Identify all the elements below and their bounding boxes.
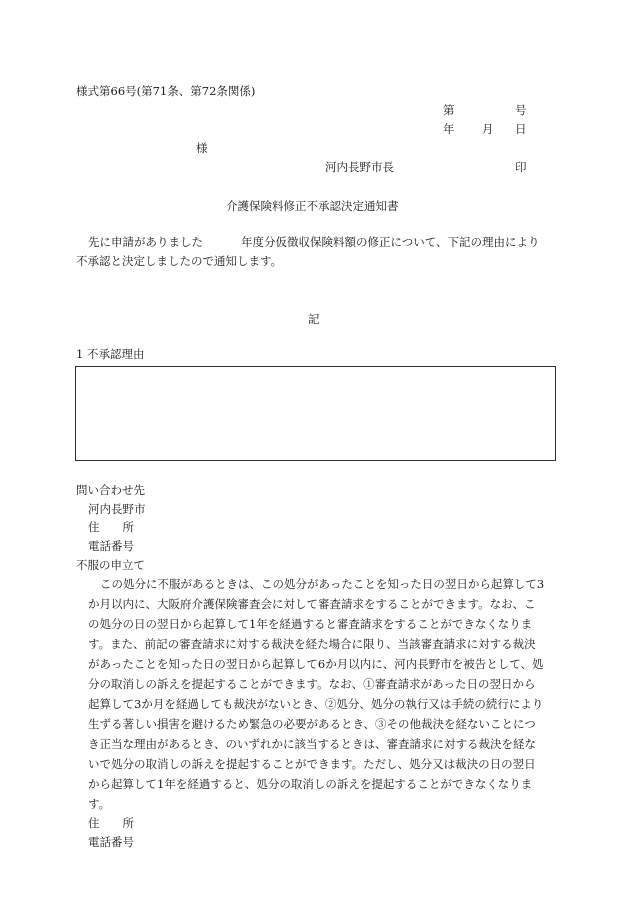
contact-city: 河内長野市 bbox=[88, 502, 146, 516]
form-number: 様式第66号(第71条、第72条関係) bbox=[76, 84, 256, 98]
appeal-line: いで処分の取消しの訴えを提起することができます。ただし、処分又は裁決の日の翌日 bbox=[88, 757, 536, 771]
intro-part2: 年度分仮徴収保険料額の修正について、下記の理由により bbox=[241, 235, 540, 249]
intro-part1: 先に申請がありました bbox=[88, 235, 203, 249]
appeal-line: があったことを知った日の翌日から起算して6か月以内に、河内長野市を被告として、処 bbox=[88, 657, 544, 671]
appeal-line: す。また、前記の審査請求に対する裁決を経た場合に限り、当該審査請求に対する裁決 bbox=[88, 637, 536, 651]
seal-mark: 印 bbox=[515, 160, 527, 174]
contact-address-label: 住 所 bbox=[88, 520, 134, 534]
appeal-line: 生ずる著しい損害を避けるため緊急の必要があるとき、③その他裁決を経ないことにつ bbox=[88, 717, 536, 731]
document-number-prefix: 第 bbox=[443, 103, 455, 117]
date-month: 月 bbox=[482, 122, 494, 136]
addressee-honorific: 様 bbox=[196, 141, 208, 155]
appeal-line: から起算して1年を経過すると、処分の取消しの訴えを提起することができなくなりま bbox=[88, 777, 533, 791]
appeal-address-label: 住 所 bbox=[88, 816, 134, 830]
appeal-line: か月以内に、大阪府介護保険審査会に対して審査請求をすることができます。なお、こ bbox=[88, 597, 536, 611]
reason-box bbox=[75, 366, 556, 461]
appeal-line: の処分の日の翌日から起算して1年を経過すると審査請求をすることができなくなりま bbox=[88, 617, 533, 631]
appeal-line: 分の取消しの訴えを提起することができます。なお、①審査請求があった日の翌日から bbox=[88, 677, 536, 691]
contact-phone-label: 電話番号 bbox=[88, 539, 134, 553]
intro-line2: 不承認と決定しましたので通知します。 bbox=[76, 254, 283, 268]
appeal-line: き正当な理由があるとき、のいずれかに該当するときは、審査請求に対する裁決を経な bbox=[88, 737, 537, 751]
contact-heading: 問い合わせ先 bbox=[76, 483, 145, 497]
document-number-suffix: 号 bbox=[515, 103, 527, 117]
section1-label: 1 不承認理由 bbox=[76, 347, 145, 361]
appeal-heading: 不服の申立て bbox=[76, 558, 145, 572]
document-title: 介護保険料修正不承認決定通知書 bbox=[226, 199, 399, 213]
date-day: 日 bbox=[515, 122, 527, 136]
appeal-phone-label: 電話番号 bbox=[88, 835, 134, 849]
date-year: 年 bbox=[443, 122, 455, 136]
ki-heading: 記 bbox=[308, 312, 320, 326]
issuer-name: 河内長野市長 bbox=[325, 160, 394, 174]
appeal-line: 起算して3か月を経過しても裁決がないとき、②処分、処分の執行又は手続の続行により bbox=[88, 697, 544, 711]
appeal-line: す。 bbox=[88, 797, 111, 811]
appeal-line: この処分に不服があるときは、この処分があったことを知った日の翌日から起算して3 bbox=[100, 577, 545, 591]
